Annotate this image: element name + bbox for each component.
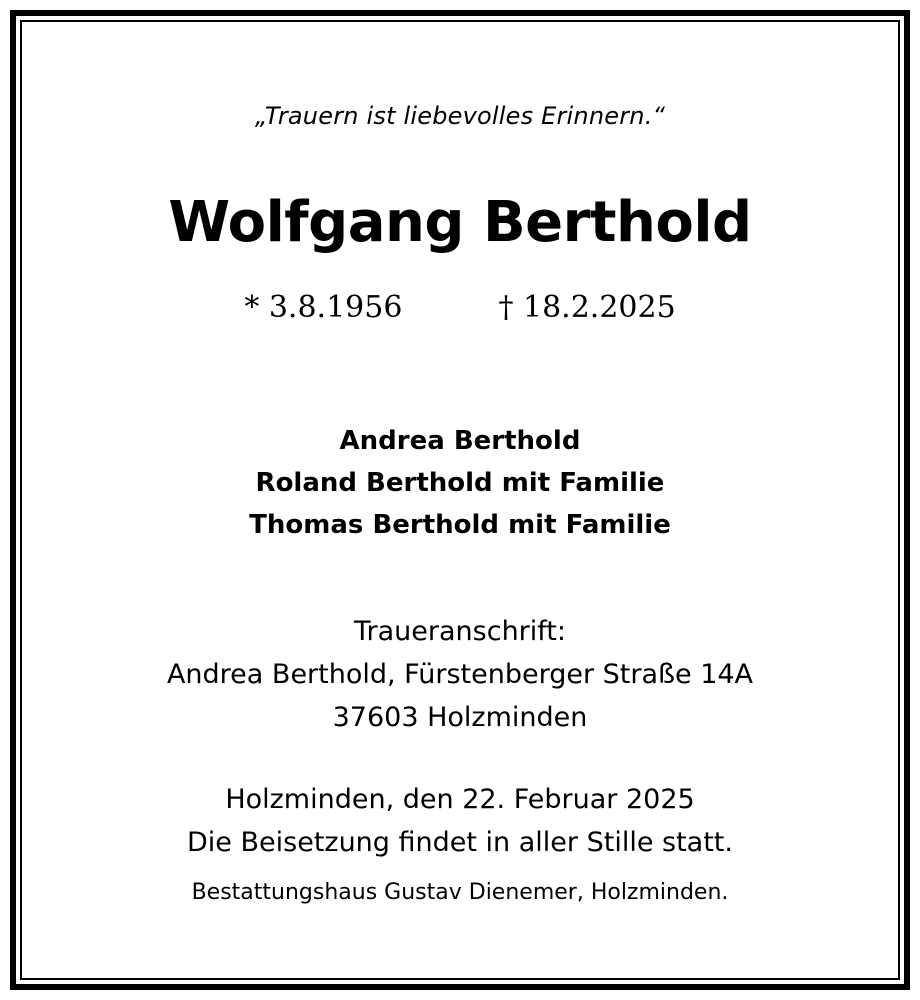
life-dates: [22, 290, 898, 325]
mourning-address: [22, 610, 898, 739]
funeral-notice: [22, 778, 898, 864]
death-date: † 18.2.2025: [498, 290, 676, 325]
address-label: Traueranschrift:: [354, 616, 566, 647]
mourner-item: Roland Berthold mit Familie: [255, 468, 665, 498]
memorial-quote: „Trauern ist liebevolles Erinnern.“: [254, 102, 666, 130]
deceased-name: Wolfgang Berthold: [168, 190, 752, 255]
address-street: Andrea Berthold, Fürstenberger Straße 14A: [166, 659, 754, 690]
mourner-item: Andrea Berthold: [339, 426, 581, 456]
mourner-item: Thomas Berthold mit Familie: [249, 510, 671, 540]
funeral-home: Bestattungshaus Gustav Dienemer, Holzminden.: [191, 880, 729, 905]
mourners-list: [22, 420, 898, 546]
place-date: Holzminden, den 22. Februar 2025: [225, 784, 695, 815]
birth-date: * 3.8.1956: [244, 290, 403, 325]
obituary-notice: [22, 22, 898, 978]
address-city: 37603 Holzminden: [332, 702, 588, 733]
funeral-info: Die Beisetzung findet in aller Stille statt.: [187, 827, 733, 858]
